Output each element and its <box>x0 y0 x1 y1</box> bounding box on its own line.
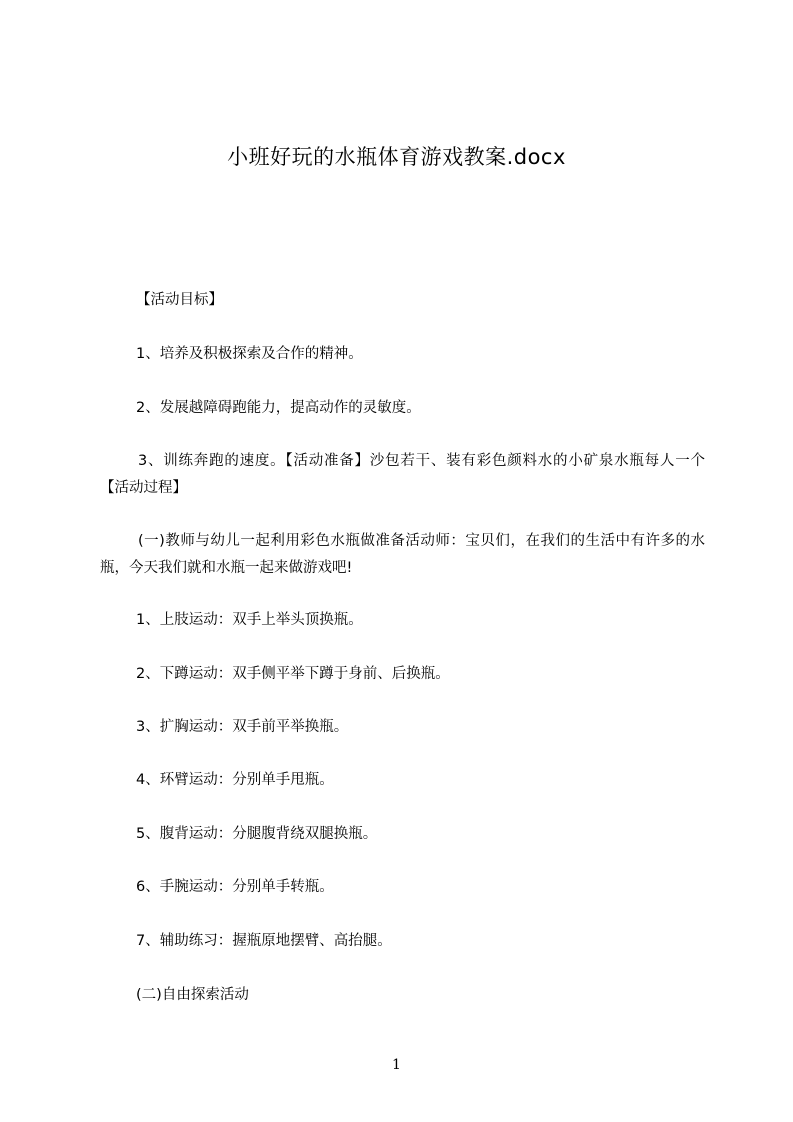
goal-3-paragraph: 3、训练奔跑的速度。【活动准备】沙包若干、装有彩色颜料水的小矿泉水瓶每人一个【活动过程】 <box>100 453 705 496</box>
document-title: 小班好玩的水瓶体育游戏教案.docx <box>227 145 566 169</box>
exercise-item: 5、腹背运动：分腿腹背绕双腿换瓶。 <box>136 826 378 842</box>
exercise-item: 4、环臂运动：分别单手甩瓶。 <box>136 772 334 788</box>
page-number: 1 <box>392 1057 401 1073</box>
goal-item: 2、发展越障碍跑能力，提高动作的灵敏度。 <box>136 400 421 416</box>
goal-item: 1、培养及积极探索及合作的精神。 <box>136 346 363 362</box>
process-part-2-heading: (二)自由探索活动 <box>136 987 249 1003</box>
section-heading-goals: 【活动目标】 <box>136 292 223 308</box>
exercise-item: 1、上肢运动：双手上举头顶换瓶。 <box>136 612 363 628</box>
exercise-item: 6、手腕运动：分别单手转瓶。 <box>136 879 334 895</box>
exercise-item: 3、扩胸运动：双手前平举换瓶。 <box>136 719 349 735</box>
process-part-1-paragraph: (一)教师与幼儿一起利用彩色水瓶做准备活动师：宝贝们，在我们的生活中有许多的水瓶，今天我们就和水瓶一起来做游戏吧! <box>100 533 705 576</box>
exercise-item: 7、辅助练习：握瓶原地摆臂、高抬腿。 <box>136 933 392 949</box>
exercise-item: 2、下蹲运动：双手侧平举下蹲于身前、后换瓶。 <box>136 666 450 682</box>
